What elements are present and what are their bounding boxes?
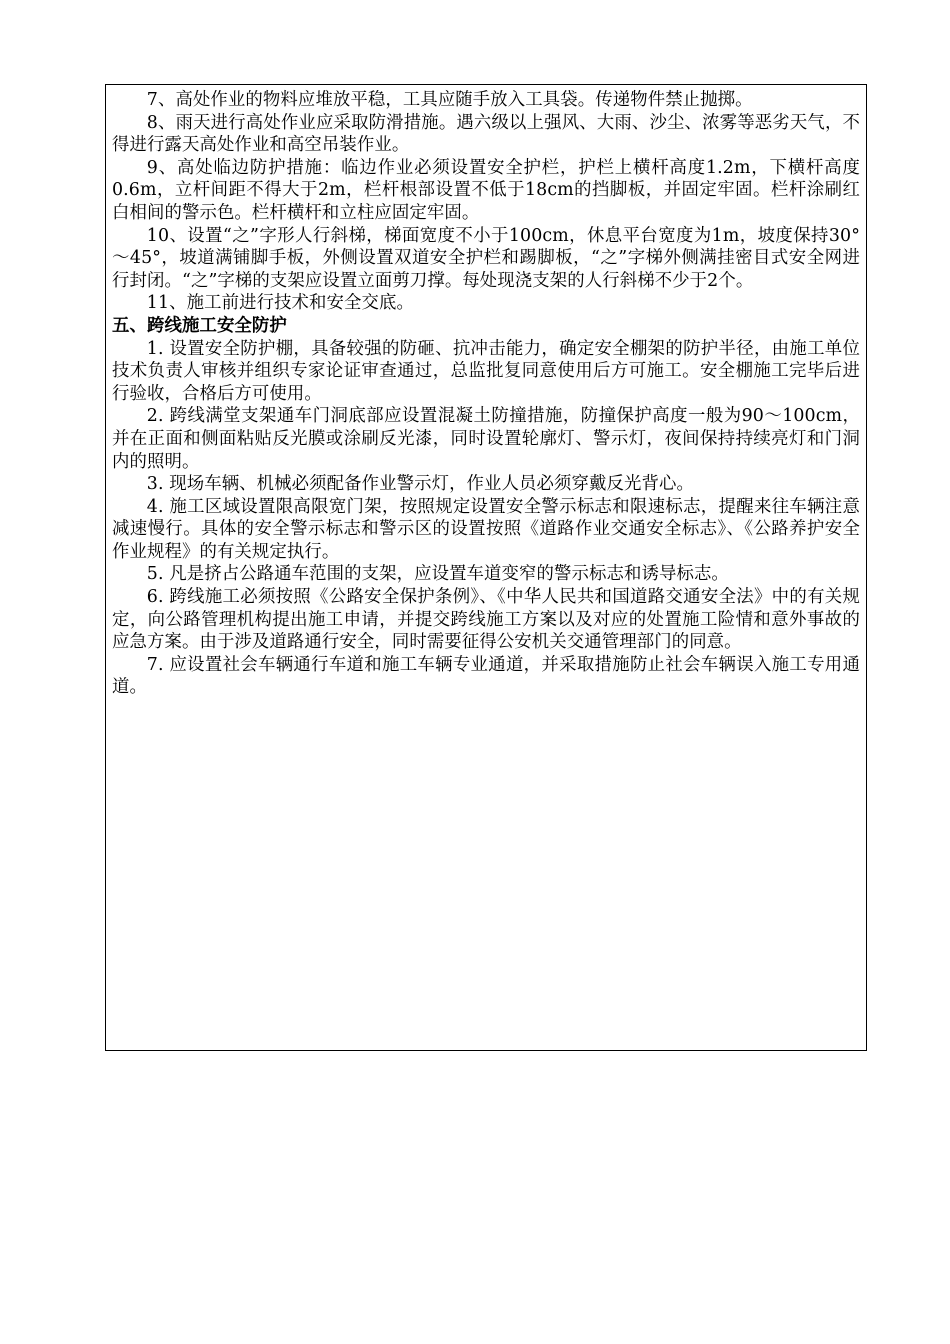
section-five-item-7: 7. 应设置社会车辆通行车道和施工车辆专业通道，并采取措施防止社会车辆误入施工专用通道。 bbox=[112, 654, 860, 698]
section-five-item-1: 1. 设置安全防护棚，具备较强的防砸、抗冲击能力，确定安全棚架的防护半径，由施工单位技术负责人审核并组织专家论证审查通过，总监批复同意使用后方可施工。安全棚施工完毕后进行验收，合格后方可使用。 bbox=[112, 338, 860, 404]
section-five-item-3: 3. 现场车辆、机械必须配备作业警示灯，作业人员必须穿戴反光背心。 bbox=[146, 474, 694, 495]
section-five-item-4: 4. 施工区域设置限高限宽门架，按照规定设置安全警示标志和限速标志，提醒来往车辆注意减速慢行。具体的安全警示标志和警示区的设置按照《道路作业交通安全标志》、《公路养护安全作业规程》的有关规定执行。 bbox=[112, 496, 860, 562]
section-five-item-6: 6. 跨线施工必须按照《公路安全保护条例》、《中华人民共和国道路交通安全法》中的有关规定，向公路管理机构提出施工申请，并提交跨线施工方案以及对应的处置施工险情和意外事故的应急方案。由于涉及道路通行安全，同时需要征得公安机关交通管理部门的同意。 bbox=[112, 587, 860, 653]
section-five-item-2: 2. 跨线满堂支架通车门洞底部应设置混凝土防撞措施，防撞保护高度一般为90～100cm，并在正面和侧面粘贴反光膜或涂刷反光漆，同时设置轮廓灯、警示灯，夜间保持持续亮灯和门洞内的照明。 bbox=[112, 406, 860, 472]
section-five-item-5: 5. 凡是挤占公路通车范围的支架，应设置车道变窄的警示标志和诱导标志。 bbox=[146, 564, 729, 585]
paragraph-item-8: 8、雨天进行高处作业应采取防滑措施。遇六级以上强风、大雨、沙尘、浓雾等恶劣天气，不得进行露天高处作业和高空吊装作业。 bbox=[112, 112, 860, 156]
paragraph-item-7: 7、高处作业的物料应堆放平稳，工具应随手放入工具袋。传递物件禁止抛掷。 bbox=[146, 90, 753, 110]
section-heading: 五、跨线施工安全防护 bbox=[112, 315, 287, 336]
document-body bbox=[112, 89, 860, 699]
paragraph-item-11: 11、施工前进行技术和安全交底。 bbox=[146, 293, 414, 314]
paragraph-item-9: 9、高处临边防护措施：临边作业必须设置安全护栏，护栏上横杆高度1.2m，下横杆高度0.6m，立杆间距不得大于2m，栏杆根部设置不低于18cm的挡脚板，并固定牢固。栏杆涂刷红白相间的警示色。栏杆横杆和立柱应固定牢固。 bbox=[112, 157, 860, 223]
paragraph-item-10: 10、设置“之”字形人行斜梯，梯面宽度不小于100cm，休息平台宽度为1m，坡度保持30°～45°，坡道满铺脚手板，外侧设置双道安全护栏和踢脚板，“之”字梯外侧满挂密目式安全网进行封闭。“之”字梯的支架应设置立面剪刀撑。每处现浇支架的人行斜梯不少于2个。 bbox=[112, 225, 860, 291]
